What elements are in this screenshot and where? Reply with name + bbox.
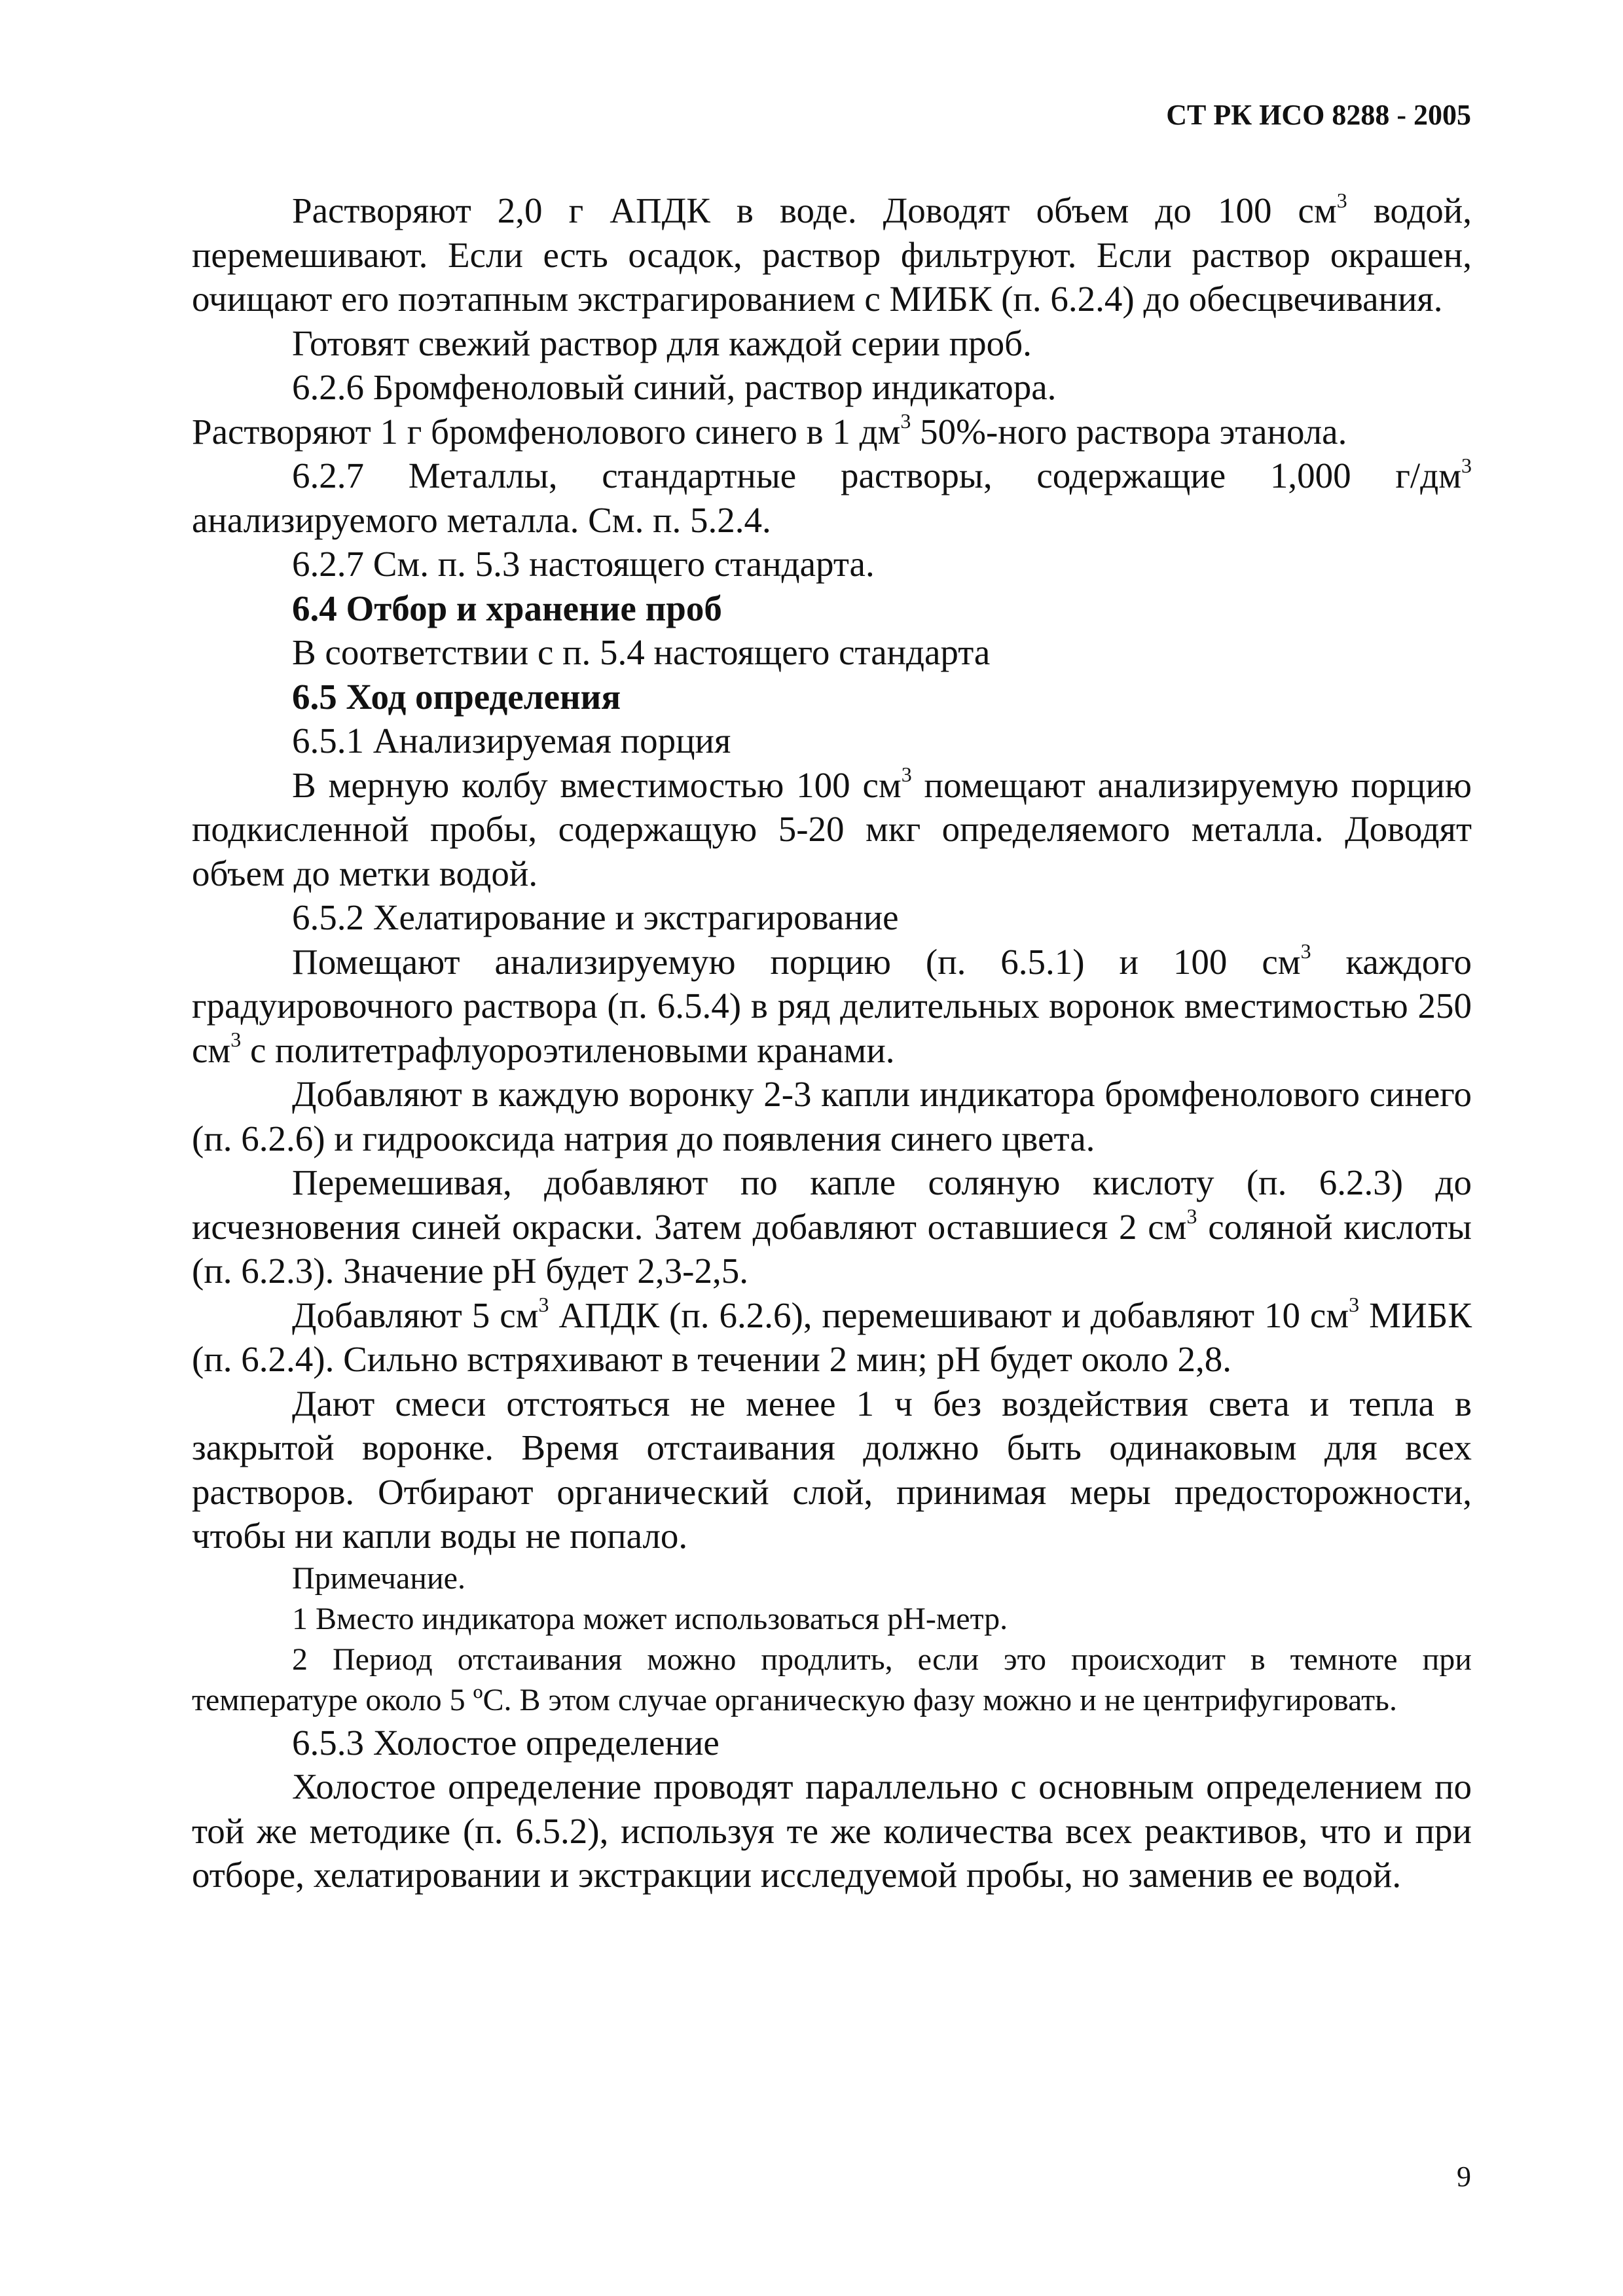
note-item-1: 1 Вместо индикатора может использоваться pH-метр. — [292, 1601, 1008, 1636]
paragraph-bromophenol-dissolve: Растворяют 1 г бромфенолового синего в 1 $дм^3$ 50%-ного раствора этанола. — [192, 409, 1347, 452]
paragraph-fresh-solution: Готовят свежий раствор для каждой серии проб. — [292, 323, 1032, 363]
paragraph-6-5-3: 6.5.3 Холостое определение — [292, 1722, 720, 1763]
paragraph-apdc-preparation: Растворяют 2,0 г АПДК в воде. Доводят объем до 100 $см^3$ водой, перемешивают. Если есть осадок, раствор фильтруют. Если раствор окрашен, очищают его поэтапным экстрагированием с МИБК (п. 6.2.4) до обесцвечивания. — [192, 188, 1472, 319]
document-header: СТ РК ИСО 8288 - 2005 — [1166, 99, 1471, 131]
paragraph-indicator: Добавляют в каждую воронку 2-3 капли индикатора бромфенолового синего (п. 6.2.6) и гидрооксида натрия до появления синего цвета. — [192, 1074, 1472, 1158]
paragraph-sampling-ref: В соответствии с п. 5.4 настоящего стандарта — [292, 632, 991, 672]
paragraph-settling: Дают смеси отстояться не менее 1 ч без воздействия света и тепла в закрытой воронке. Время отстаивания должно быть одинаковым для всех растворов. Отбирают органический слой, принимая меры предосторожности, чтобы ни капли воды не попало. — [192, 1383, 1472, 1556]
paragraph-6-5-2: 6.5.2 Хелатирование и экстрагирование — [292, 897, 899, 937]
paragraph-6-2-7-metals: 6.2.7 Металлы, стандартные растворы, содержащие 1,000 $г/дм^3$ анализируемого металла. См. п. 5.2.4. — [192, 453, 1472, 540]
document-body — [192, 188, 1472, 1897]
paragraph-funnels: Помещают анализируемую порцию (п. 6.5.1) и 100 $см^3$ каждого градуировочного раствора (п. 6.5.4) в ряд делительных воронок вместимостью 250 $см^3$ с политетрафлуороэтиленовыми кранами. — [192, 939, 1472, 1070]
paragraph-6-2-6: 6.2.6 Бромфеноловый синий, раствор индикатора. — [292, 367, 1057, 407]
section-heading-6-4: 6.4 Отбор и хранение проб — [292, 588, 722, 628]
note-item-2: 2 Период отстаивания можно продлить, если это происходит в темноте при температуре около 5 ºС. В этом случае органическую фазу можно и не центрифугировать. — [192, 1641, 1472, 1717]
note-title: Примечание. — [292, 1560, 465, 1596]
page-number: 9 — [1457, 2161, 1471, 2193]
paragraph-apdc-mibk: Добавляют 5 $см^3$ АПДК (п. 6.2.6), перемешивают и добавляют 10 $см^3$ МИБК (п. 6.2.4). Сильно встряхивают в течении 2 мин; pH будет около 2,8. — [192, 1293, 1472, 1379]
paragraph-6-5-1: 6.5.1 Анализируемая порция — [292, 721, 731, 761]
paragraph-hcl: Перемешивая, добавляют по капле соляную кислоту (п. 6.2.3) до исчезновения синей окраски. Затем добавляют оставшиеся 2 $см^3$ соляной кислоты (п. 6.2.3). Значение pH будет 2,3-2,5. — [192, 1162, 1472, 1291]
paragraph-flask-portion: В мерную колбу вместимостью 100 $см^3$ помещают анализируемую порцию подкисленной пробы, содержащую 5-20 мкг определяемого металла. Доводят объем до метки водой. — [192, 762, 1472, 893]
paragraph-blank-determination: Холостое определение проводят параллельно с основным определением по той же методике (п. 6.5.2), используя те же количества всех реактивов, что и при отборе, хелатировании и экстракции исследуемой пробы, но заменив ее водой. — [192, 1767, 1472, 1895]
section-heading-6-5: 6.5 Ход определения — [292, 676, 621, 717]
paragraph-6-2-7-ref: 6.2.7 См. п. 5.3 настоящего стандарта. — [292, 544, 875, 584]
